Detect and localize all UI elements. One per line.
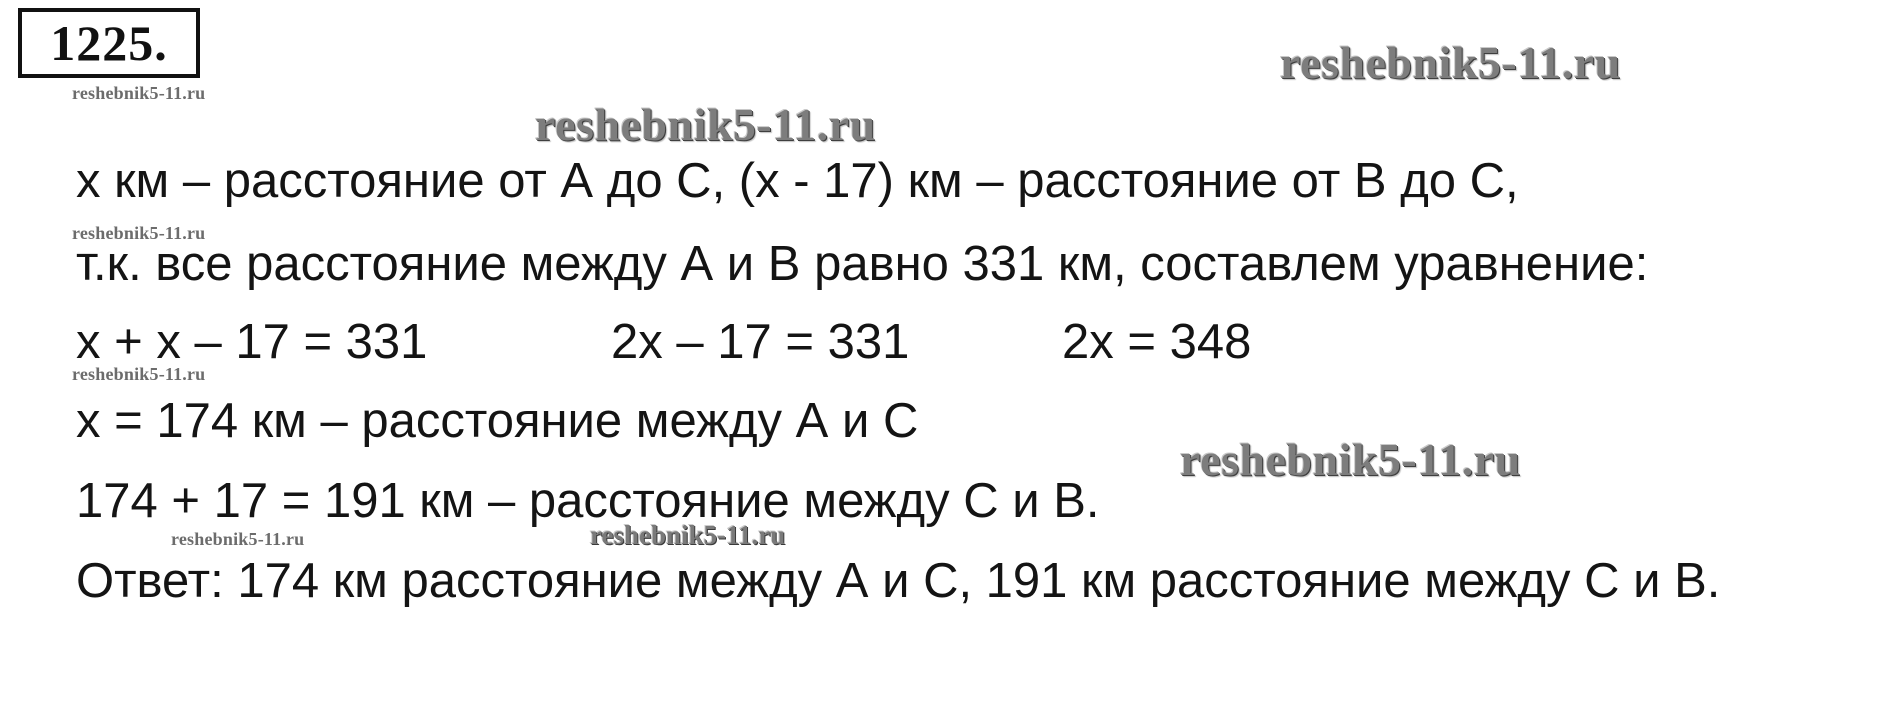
watermark-small-4: reshebnik5-11.ru [171,529,305,549]
equation-2: 2х – 17 = 331 [611,315,910,369]
watermark-top-center: reshebnik5-11.ru [535,99,876,150]
equation-1: х + х – 17 = 331 [76,315,428,369]
equation-3: 2х = 348 [1062,315,1252,369]
watermark-small-1: reshebnik5-11.ru [72,83,206,103]
solution-line-5: 174 + 17 = 191 км – расстояние между С и В. [76,474,1100,528]
watermark-small-2: reshebnik5-11.ru [72,223,206,243]
problem-number: 1225. [18,8,200,78]
watermark-small-3: reshebnik5-11.ru [72,364,206,384]
watermark-middle-right: reshebnik5-11.ru [1180,434,1521,485]
solution-line-1: x км – расстояние от А до С, (х - 17) км – расстояние от В до С, [76,154,1519,208]
watermark-top-right: reshebnik5-11.ru [1280,37,1621,88]
answer-line: Ответ: 174 км расстояние между А и С, 191 км расстояние между С и В. [76,554,1721,608]
solution-line-2: т.к. все расстояние между А и В равно 331 км, составлем уравнение: [76,237,1649,291]
solution-line-4: х = 174 км – расстояние между А и С [76,394,919,448]
watermark-medium-bottom: reshebnik5-11.ru [590,520,786,550]
